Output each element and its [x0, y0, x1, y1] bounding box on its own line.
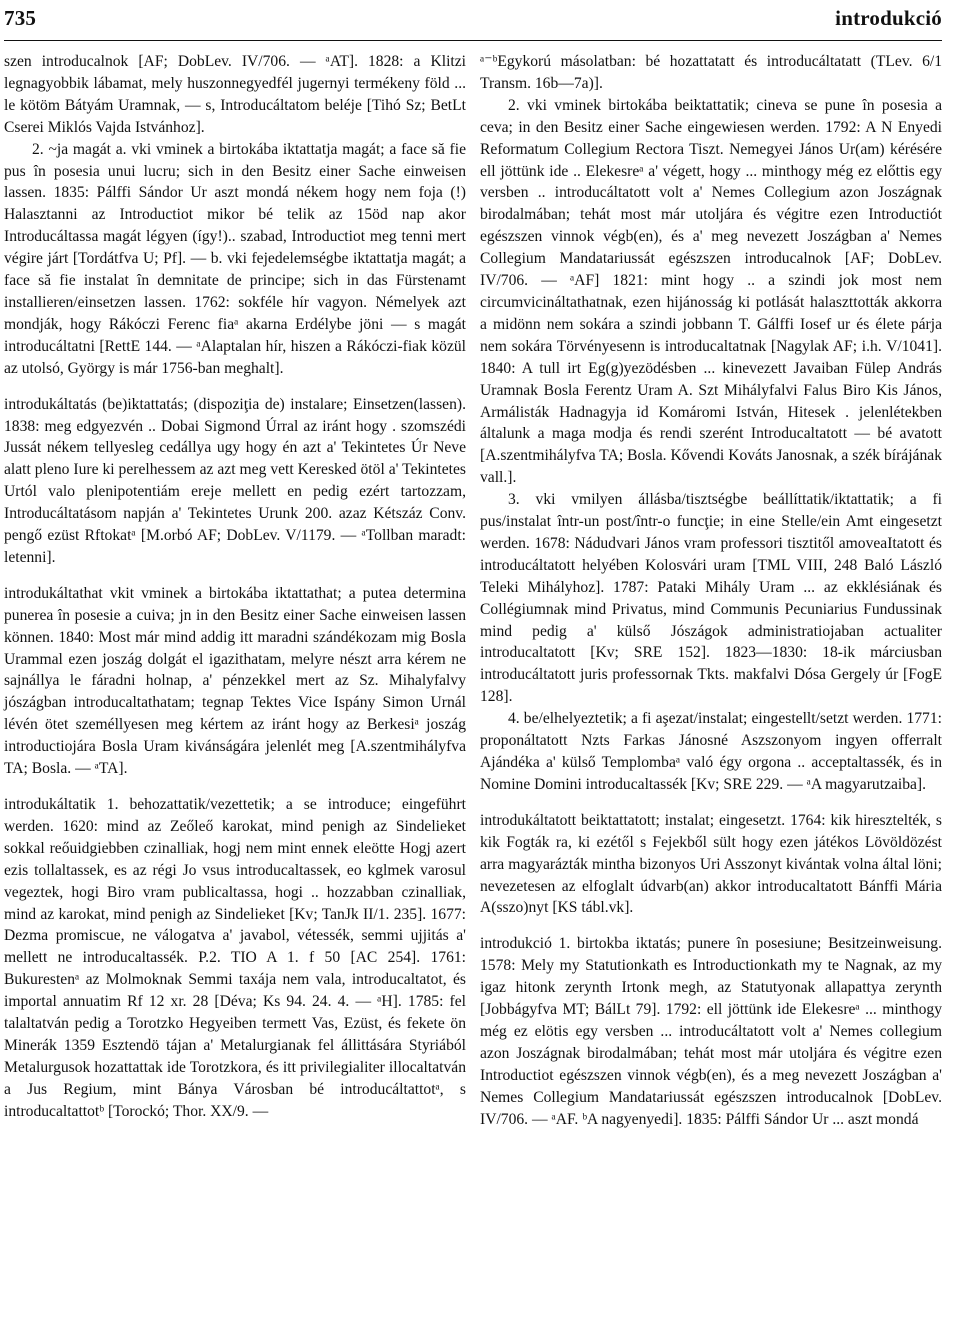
paragraph: 4. be/elhelyeztetik; a fi aşezat/instalat; eingestellt/setzt werden. 1771: proponáltatott Nzts Farkas Jánosné Aszszonyom ingyen offerralt Ajándéka a' külső Templombaᵃ való égy orgona .. acceptaltassék, és in Nomine Domini introducaltassék [Kv; SRE 229. — ᵃA magyarutzaiba]. [480, 710, 942, 793]
dictionary-entry: introdukáltatás (be)iktattatás; (dispoziţia de) instalare; Einsetzen(lassen). 1838: meg edgyezvén .. Dobai Sigmond Úrral az iránt hogy . szomszédi Jussát nékem tellyesleg cedállya ugy hogy én azt a' Tekintetes Úr Neve alatt pleno Iure ki perelhessem az azt meg vett Keresked ötöl a' Tekintetes Urtól valo plenipotentiám ereje mellett en pedig ezért tartozzam, Introducáltatásom napján a' Tekintetes Urunk 200. azaz Kétszáz Conv. pengő ezüst Rftokatᵃ [M.orbó AF; DobLev. V/1179. — ᵃTollban maradt: letenni]. [4, 395, 466, 566]
dictionary-entry: introdukáltathat vkit vminek a birtokába iktattathat; a putea determina punerea în posesie a cuiva; jn in den Besitz einer Sache einweisen lassen können. 1840: Most már mind addig itt maradni szándékozam mig Bosla Urammal ezen joszág dolgát el igazithatam, melyre nészt arra kérem ne sajnállya le fáradni holnap, a' pénzekkel mert az Sz. Mihalyfalvy jószágban introducaltathatam; tegnap Tektes Vice Ispány Simon Urnál lévén ötet személlyesen meg kértem az iránt hogy az Berkesiᵃ joszág introductiojára Bosla Uram kivánságára jelenlét meg [A.szentmihályfva TA; Bosla. — ᵃTA]. [4, 584, 466, 778]
dictionary-entry: introdukáltatott beiktattatott; instalat; eingesetzt. 1764: kik hiresztelték, s kik Fogták ra, ki ezétől s Fejekből sült hogy ezen játékos Lövöldözést arra magyarázták mintha bizonyos Uri Asszonyt kivántak volna által löni; nevezetesen az elfoglalt údvarb(an) akkor introducaltatott Bánffi Mária A(sszo)nyt [KS tábl.vk]. [480, 811, 942, 917]
paragraph: 2. ~ja magát a. vki vminek a birtokába iktattatja magát; a face să fie pus în posesia unui lucru; sich in den Besitz einer Sache einweisen lassen. 1835: Pálffi Sándor Ur aszt mondá nékem hogy nem foja (!) Halasztanni az Introductiot mikor bé telik az 15öd nap akor Introducáltassa magát légyen (így!).. szabad, Introductiot meg tenni mert végire járt [Tordátfva U; Pf]. — b. vki fejedelemségbe iktattatja magát; a face să fie instalat în demnitate de principe; sich in das Fürstenamt installieren/einsetzen lassen. 1762: sokféle hír vagyon. Némelyek azt mondják, hogy Rákóczi Ferenc fiaᵃ akarna Erdélybe jöni — s magát introducáltatni [RettE 144. — ᵃAlaptalan hír, hiszen a Rákóczi-fiak közül az utolsó, György is már 1756-ban meghalt]. [4, 140, 466, 377]
paragraph: ᵃ⁻ᵇEgykorú másolatban: bé hozattatatt és introducáltatatt (TLev. 6/1 Transm. 16b—7a)]. [480, 53, 942, 92]
paragraph: szen introducalnok [AF; DobLev. IV/706. — ᵃAT]. 1828: a Klitzi legnagyobbik lábamat, mely huszonnegyedfél jugernyi termékeny föld ... le kötöm Bátyám Uramnak, — s, Introducáltatom beléje [Tihó Sz; BetLt Cserei Miklós Vajda Istvánhoz]. [4, 53, 466, 136]
left-column [4, 51, 466, 1131]
running-headword: introdukció [835, 6, 942, 30]
dictionary-entry: introdukáltatik 1. behozattatik/vezettetik; a se introduce; eingeführt werden. 1620: mind az Zeőleő karokat, mind penigh az Sindelieket sokkal reőuidgiebben czinalliak, hogj nem mint ennek eleötte Hogj azert ezis tollaltassek, es az régi Jo vsus introducaltassek, eo kglmek varosul vegeztek, hogi Biro vram publicaltassa, hogi .. hozzabban czinalliak, mind az karokat, mind penigh az Sindelieket [Kv; TanJk II/1. 235]. 1677: Dezma promiscue, ne válogatva a' javabol, vétessék, semmi ujjitás a' mellett ne introducaltassék. P.2. TIO A 1. f 50 [AC 254]. 1761: Bukurestenᵃ az Molmoknak Semmi taxája nem vala, introducaltatot, és importal annuatim Rf 12 xr. 28 [Déva; Ks 94. 24. 4. — ᵃH]. 1785: fel talaltatván pedig a Torotzko Hegyeiben termett Vas, Ezüst, és fekete ön Minerák 1359 Esztendö tájan a' Metalurgianak fel állittására Styriából Metalurgusok hozattattak ide Torotzkora, és itt privilegialiter illocaltatván a Jus Regium, mint Bánya Városban bé introducáltattotᵃ, s introducaltattotᵇ [Torockó; Thor. XX/9. — [4, 796, 466, 1120]
paragraph: 2. vki vminek birtokába beiktattatik; cineva se pune în posesia a ceva; in den Besitz einer Sache eingewiesen werden. 1792: A N Enyedi Reformatum Collegium Rectora Tiszt. Nemegyei János Ur(am) kérésére ell jöttünk ide .. Elekesreᵃ a' végett, hogy ... minthogy még ez előttis egy versben .. introducáltatott volt a' Nemes Collegium azon Joszágnak birodalmában; tehát most már utoljára és végitre ezen Introductiót egészszen vinnok végb(en), és a' meg nevezett Joszágban a' Nemes Collegium Mandatariussát egészszen introducalnok [AF; DobLev. IV/706. — ᵃAF] 1821: mint hogy .. a szindi jok most nem circumvicináltathatnak, ezen hijánosság ki potlását halaszttották akkorra a midönn nem sokára a szindi jobbann T. Gálffi Iosef ur és élete párja nem sokára Törvényesenn is introducaltatnak [Nagylak AF; i.h. V/1041]. 1840: A tull irt Eg(g)yezödésben ... kinevezett Javaiban Fülep András Uramnak Bosla Ferentz Uram A. Szt Mihályfalvi Falus Biro Kis János, Armálisták Hadnagyja id Komáromi István, Hitesek . jelenlétekben általunk a maga modja és rendi szerént Introducaltatott — bé avatott [A.szentmihályfva TA; Bosla. Kővendi Kováts Janosnak, a szék bírájának vall.]. [480, 96, 942, 487]
dictionary-entry: introdukció 1. birtokba iktatás; punere în posesiune; Besitzeinweisung. 1578: Mely my Statutionkath es Introductionkath my te Nagnak, az my igaz hitonk zerynth Irtonk megh, az Statutyonak allapattya zerynth [Jobbágyfva MT; BálLt 79]. 1792: ell jöttünk ide Elekesreᵃ ... minthogy még ez elötis egy versben ... introducáltatott volt a' Nemes collegium azon Joszágnak birodalmában; tehát most már utoljára és végitre ezen Introductiot egészszen vinnok végb(en), és a meg nevezett Joszágban a' Nemes Collegium Mandatariussát egészszen introducalnok [DobLev. IV/706. — ᵃAF. ᵇA nagyenyedi]. 1835: Pálffi Sándor Ur ... aszt mondá [480, 935, 942, 1128]
right-column [480, 51, 942, 1131]
text-columns [4, 51, 942, 1131]
page-number: 735 [4, 6, 37, 30]
running-head [4, 6, 942, 41]
paragraph: 3. vki vmilyen állásba/tisztségbe beállíttatik/iktattatik; a fi pus/instalat într-un post/într-o funcţie; in eine Stelle/ein Amt eingesetzt werden. 1678: Nádudvari János vram professori tisztitől amoveaItatott és introducáltatott helyében Kolosvári uram [TML VIII, 248 Baló László Teleki Mihályhoz]. 1787: Pataki Mihály Uram ... az ekklésiának és Collégiumnak mind Privatus, mind Communis Pecuniarius Fundussinak mind pedig a' külső Jószágok administratiojaban actualiter introducaltatott [Kv; SRE 152]. 1823—1830: 18-ik márciusban introducáltatott juris professornak Tkts. makfalvi Dósa Gergely úr [FogE 128]. [480, 491, 942, 706]
